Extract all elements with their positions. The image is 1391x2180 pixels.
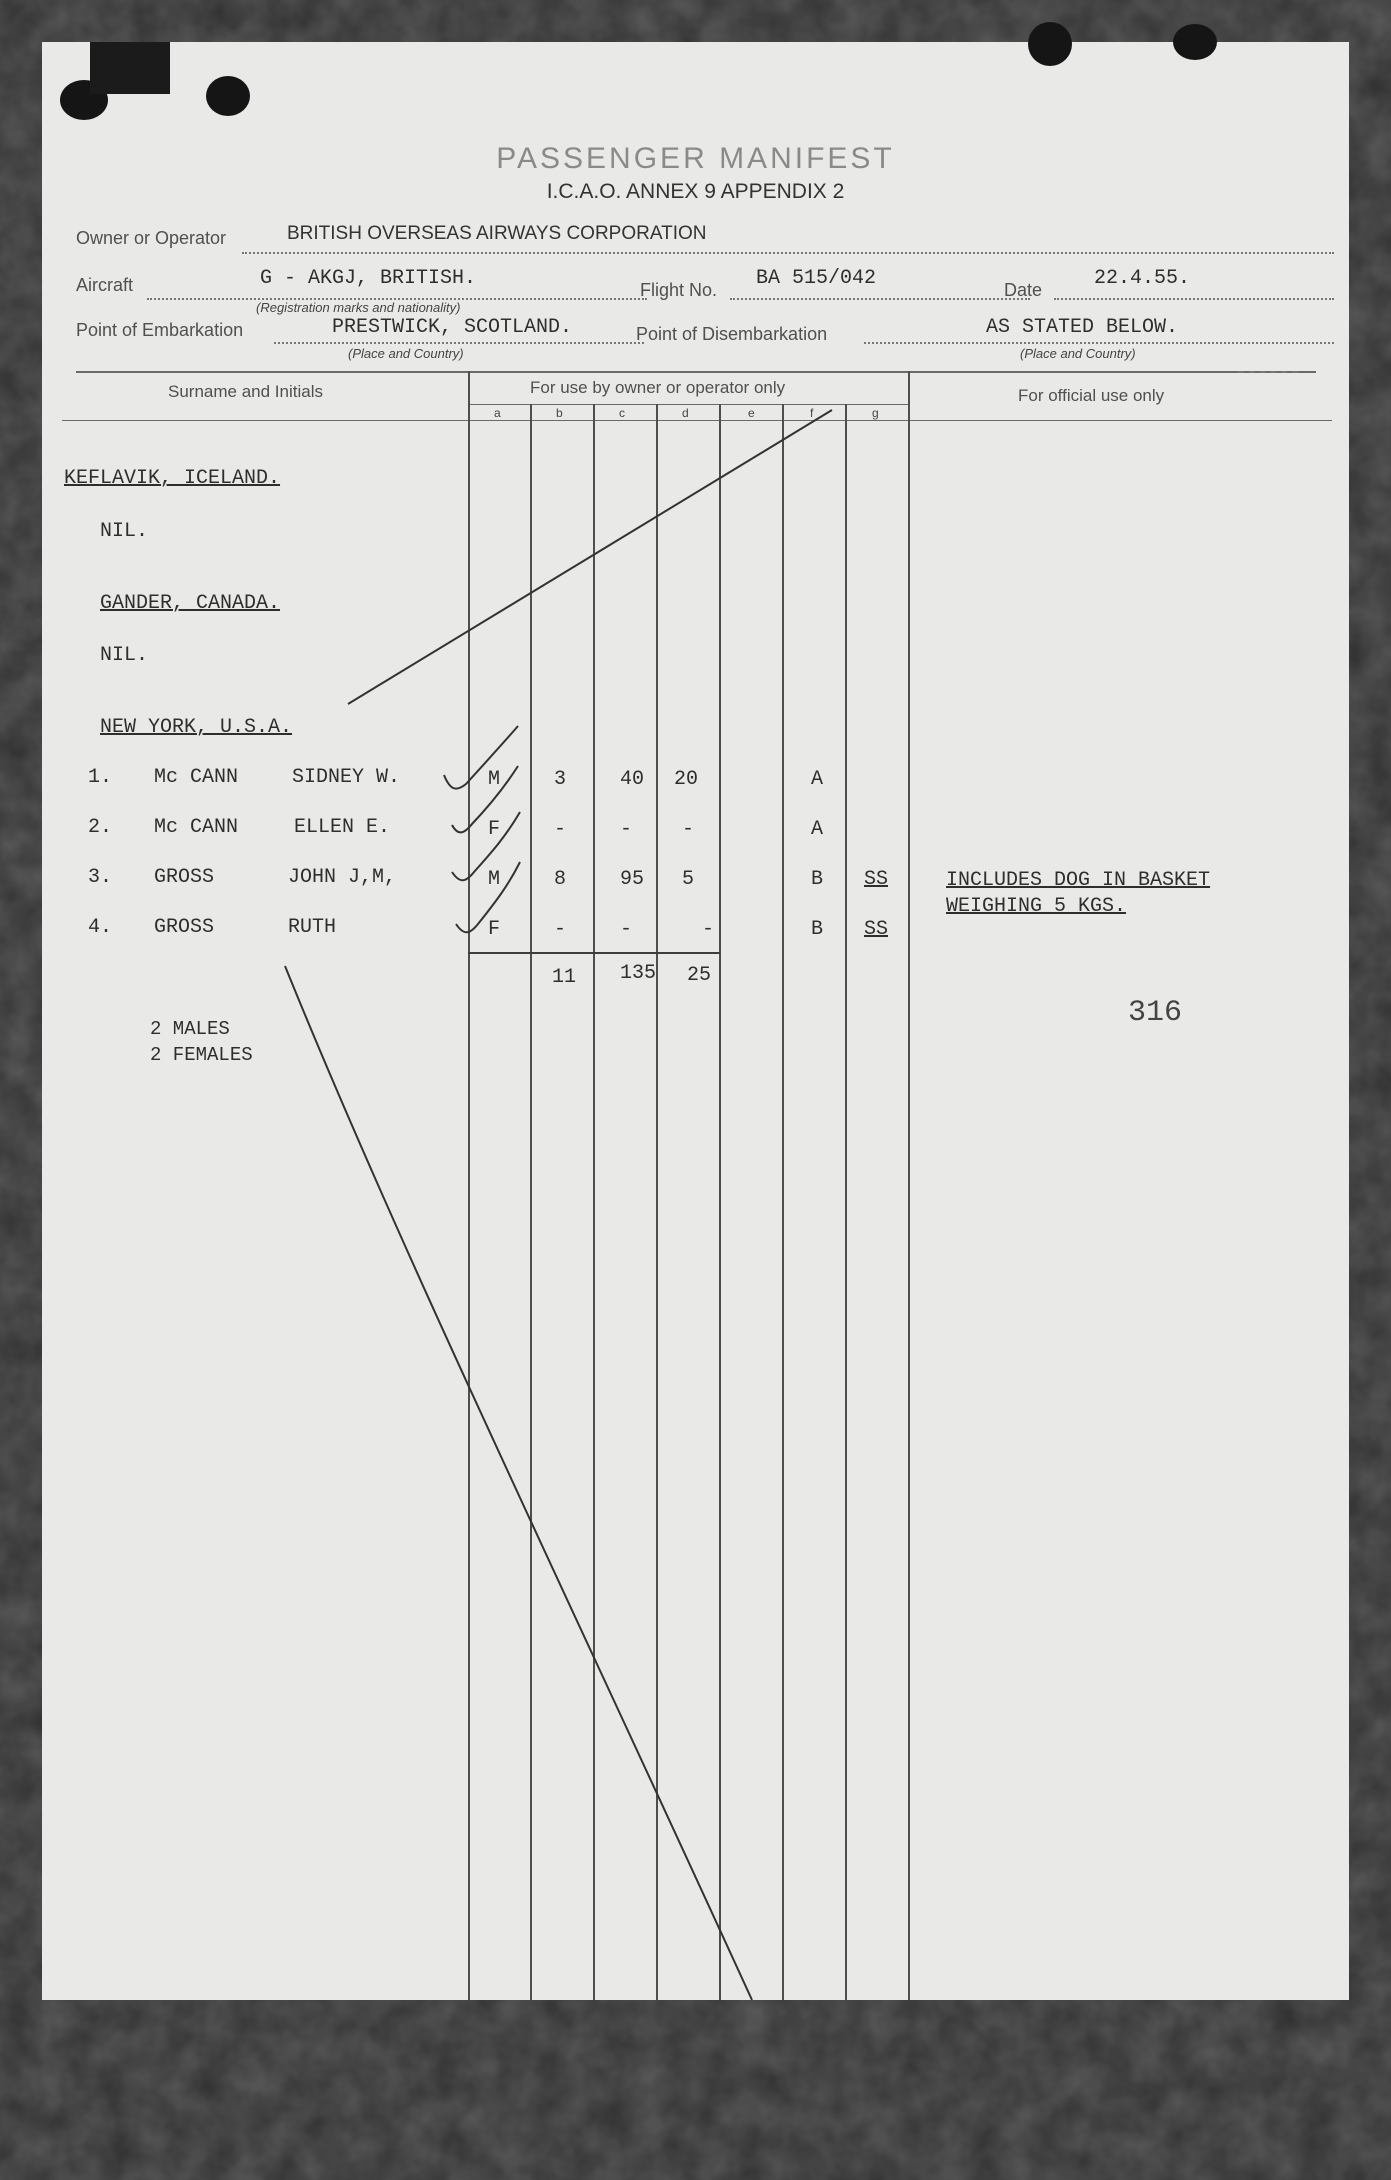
col-b: 3 <box>554 768 567 791</box>
col-c: 95 <box>620 868 645 891</box>
subcol-g: g <box>872 406 879 420</box>
col-g: SS <box>864 918 889 941</box>
total-d: 25 <box>687 964 712 987</box>
col-a: M <box>488 868 501 891</box>
row-number: 1. <box>88 766 113 789</box>
disembark-value: AS STATED BELOW. <box>986 316 1179 339</box>
subcol-d: d <box>682 406 689 420</box>
manifest-sheet <box>42 42 1349 2000</box>
flight-value: BA 515/042 <box>756 267 877 290</box>
subcol-b: b <box>556 406 563 420</box>
form-title: PASSENGER MANIFEST <box>496 142 895 175</box>
summary-males: 2 MALES <box>150 1018 230 1040</box>
aircraft-note: (Registration marks and nationality) <box>256 300 461 315</box>
total-b: 11 <box>552 966 577 989</box>
row-number: 3. <box>88 866 113 889</box>
col-b: - <box>554 818 567 841</box>
section-new-york: NEW YORK, U.S.A. <box>100 716 293 739</box>
col-d: 20 <box>674 768 699 791</box>
section-gander: GANDER, CANADA. <box>100 592 281 615</box>
col-a: F <box>488 918 501 941</box>
official-number: 316 <box>1128 996 1183 1030</box>
col-a: F <box>488 818 501 841</box>
row-number: 4. <box>88 916 113 939</box>
embark-value: PRESTWICK, SCOTLAND. <box>332 316 573 339</box>
section-gander-nil: NIL. <box>100 644 149 667</box>
subcol-e: e <box>748 406 755 420</box>
col-f: A <box>811 768 824 791</box>
col-g: SS <box>864 868 889 891</box>
surname: GROSS <box>154 916 215 939</box>
col-b: - <box>554 918 567 941</box>
col-f: A <box>811 818 824 841</box>
surname: GROSS <box>154 866 215 889</box>
col-c: - <box>620 918 633 941</box>
owner-label: Owner or Operator <box>76 228 227 248</box>
surname: Mc CANN <box>154 766 239 789</box>
given-names: SIDNEY W. <box>292 766 401 789</box>
col-f: B <box>811 868 824 891</box>
summary-females: 2 FEMALES <box>150 1044 253 1066</box>
col-surname-header: Surname and Initials <box>168 382 323 401</box>
given-names: RUTH <box>288 916 337 939</box>
col-f: B <box>811 918 824 941</box>
subcol-f: f <box>810 406 814 420</box>
date-value: 22.4.55. <box>1094 267 1191 290</box>
col-owner-header: For use by owner or operator only <box>530 378 786 397</box>
surname: Mc CANN <box>154 816 239 839</box>
owner-value: BRITISH OVERSEAS AIRWAYS CORPORATION <box>287 223 707 244</box>
col-c: - <box>620 818 633 841</box>
subcol-a: a <box>494 406 501 420</box>
col-a: M <box>488 768 501 791</box>
section-keflavik: KEFLAVIK, ICELAND. <box>64 467 281 490</box>
col-b: 8 <box>554 868 567 891</box>
aircraft-label: Aircraft <box>76 275 134 295</box>
embark-note: (Place and Country) <box>348 346 464 361</box>
col-d: 5 <box>682 868 695 891</box>
given-names: JOHN J,M, <box>288 866 397 889</box>
row-number: 2. <box>88 816 113 839</box>
official-remark: INCLUDES DOG IN BASKET WEIGHING 5 KGS. <box>946 869 1211 918</box>
embark-label: Point of Embarkation <box>76 320 244 340</box>
section-keflavik-nil: NIL. <box>100 520 149 543</box>
subcol-c: c <box>619 406 625 420</box>
date-label: Date <box>1004 280 1043 300</box>
disembark-note: (Place and Country) <box>1020 346 1136 361</box>
col-d: - <box>682 818 695 841</box>
disembark-label: Point of Disembarkation <box>636 324 828 344</box>
col-c: 40 <box>620 768 645 791</box>
flight-label: Flight No. <box>640 280 718 300</box>
total-c: 135 <box>620 962 657 985</box>
col-d: - <box>702 918 715 941</box>
col-official-header: For official use only <box>1018 386 1165 405</box>
form-subtitle: I.C.A.O. ANNEX 9 APPENDIX 2 <box>546 180 845 203</box>
aircraft-value: G - AKGJ, BRITISH. <box>260 267 477 290</box>
given-names: ELLEN E. <box>294 816 391 839</box>
